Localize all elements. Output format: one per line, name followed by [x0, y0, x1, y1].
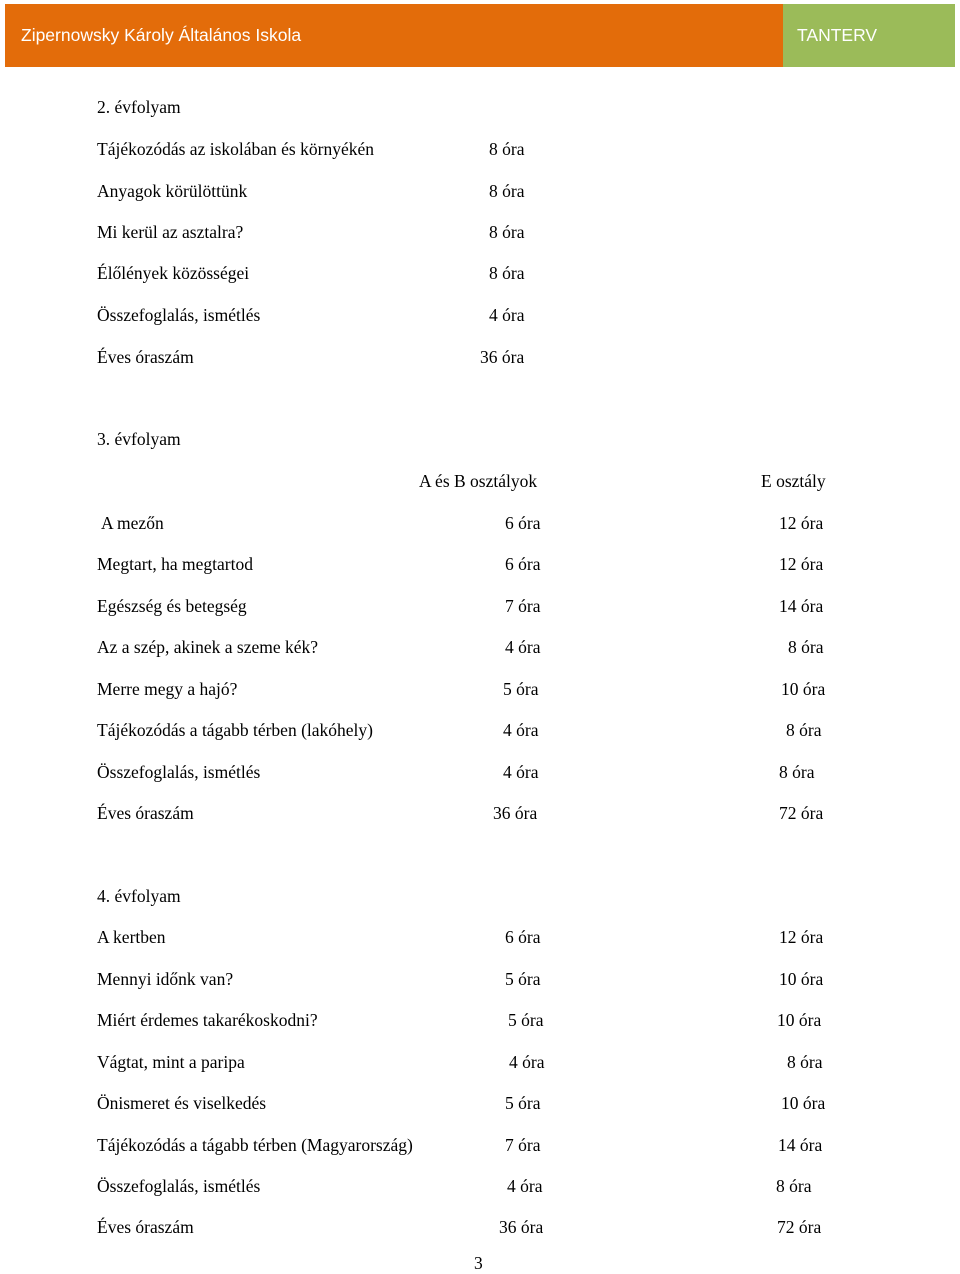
ab-hours-cell: 36 óra	[493, 803, 538, 823]
hours-cell: 8 óra	[489, 263, 525, 283]
ab-hours-cell: 6 óra	[505, 927, 541, 947]
document-label: TANTERV	[783, 4, 955, 67]
hours-cell: 8 óra	[489, 139, 525, 159]
table-row	[0, 636, 960, 658]
hours-cell: 8 óra	[489, 222, 525, 242]
topic-cell: Önismeret és viselkedés	[97, 1093, 267, 1113]
column-header-row	[0, 470, 960, 492]
e-hours-cell: 12 óra	[779, 513, 824, 533]
e-hours-cell: 10 óra	[781, 679, 826, 699]
e-hours-cell: 10 óra	[781, 1093, 826, 1113]
table-row	[0, 1216, 960, 1238]
table-row	[0, 262, 960, 284]
hours-cell: 8 óra	[489, 181, 525, 201]
topic-cell: Összefoglalás, ismétlés	[97, 1176, 261, 1196]
e-hours-cell: 10 óra	[777, 1010, 822, 1030]
grade2-title-line	[0, 96, 960, 118]
table-row	[0, 221, 960, 243]
topic-cell: Éves óraszám	[97, 803, 194, 823]
table-row	[0, 595, 960, 617]
topic-cell: Vágtat, mint a paripa	[97, 1052, 245, 1072]
column-header-e: E osztály	[761, 471, 826, 491]
hours-cell: 4 óra	[489, 305, 525, 325]
topic-cell: A kertben	[97, 927, 166, 947]
column-header-ab: A és B osztályok	[419, 471, 538, 491]
table-row	[0, 719, 960, 741]
e-hours-cell: 8 óra	[776, 1176, 812, 1196]
topic-cell: Éves óraszám	[97, 1217, 194, 1237]
table-row	[0, 802, 960, 824]
topic-cell: Élőlények közösségei	[97, 263, 250, 283]
table-row	[0, 1092, 960, 1114]
page-header	[5, 4, 955, 67]
e-hours-cell: 10 óra	[779, 969, 824, 989]
e-hours-cell: 8 óra	[787, 1052, 823, 1072]
e-hours-cell: 8 óra	[779, 762, 815, 782]
topic-cell: Anyagok körülöttünk	[97, 181, 248, 201]
ab-hours-cell: 36 óra	[499, 1217, 544, 1237]
ab-hours-cell: 4 óra	[509, 1052, 545, 1072]
topic-cell: Összefoglalás, ismétlés	[97, 762, 261, 782]
table-row	[0, 761, 960, 783]
ab-hours-cell: 4 óra	[507, 1176, 543, 1196]
topic-cell: Tájékozódás az iskolában és környékén	[97, 139, 374, 159]
topic-cell: Egészség és betegség	[97, 596, 247, 616]
topic-cell: Tájékozódás a tágabb térben (Magyarország)	[97, 1135, 413, 1155]
topic-cell: Mennyi időnk van?	[97, 969, 234, 989]
grade2-title: 2. évfolyam	[97, 97, 181, 117]
ab-hours-cell: 5 óra	[505, 969, 541, 989]
topic-cell: Tájékozódás a tágabb térben (lakóhely)	[97, 720, 373, 740]
grade4-title: 4. évfolyam	[97, 886, 181, 906]
table-row	[0, 926, 960, 948]
topic-cell: Megtart, ha megtartod	[97, 554, 253, 574]
table-row	[0, 1175, 960, 1197]
ab-hours-cell: 5 óra	[505, 1093, 541, 1113]
grade4-title-line	[0, 885, 960, 907]
table-row	[0, 180, 960, 202]
table-row	[0, 1134, 960, 1156]
e-hours-cell: 12 óra	[779, 554, 824, 574]
e-hours-cell: 8 óra	[788, 637, 824, 657]
hours-cell: 36 óra	[480, 347, 525, 367]
page-number: 3	[474, 1253, 483, 1273]
table-row	[0, 968, 960, 990]
ab-hours-cell: 6 óra	[505, 513, 541, 533]
table-row	[0, 512, 960, 534]
ab-hours-cell: 4 óra	[503, 720, 539, 740]
table-row	[0, 553, 960, 575]
e-hours-cell: 14 óra	[778, 1135, 823, 1155]
table-row	[0, 678, 960, 700]
grade3-title: 3. évfolyam	[97, 429, 181, 449]
topic-cell: Miért érdemes takarékoskodni?	[97, 1010, 318, 1030]
school-name: Zipernowsky Károly Általános Iskola	[5, 4, 783, 67]
ab-hours-cell: 5 óra	[503, 679, 539, 699]
topic-cell: Összefoglalás, ismétlés	[97, 305, 261, 325]
ab-hours-cell: 6 óra	[505, 554, 541, 574]
e-hours-cell: 8 óra	[786, 720, 822, 740]
ab-hours-cell: 7 óra	[505, 1135, 541, 1155]
grade3-title-line	[0, 428, 960, 450]
table-row	[0, 1051, 960, 1073]
topic-cell: Éves óraszám	[97, 347, 194, 367]
ab-hours-cell: 7 óra	[505, 596, 541, 616]
topic-cell: Merre megy a hajó?	[97, 679, 238, 699]
table-row	[0, 138, 960, 160]
e-hours-cell: 72 óra	[779, 803, 824, 823]
ab-hours-cell: 4 óra	[505, 637, 541, 657]
ab-hours-cell: 4 óra	[503, 762, 539, 782]
table-row	[0, 304, 960, 326]
topic-cell: Az a szép, akinek a szeme kék?	[97, 637, 319, 657]
table-row	[0, 346, 960, 368]
topic-cell: A mezőn	[101, 513, 164, 533]
e-hours-cell: 72 óra	[777, 1217, 822, 1237]
e-hours-cell: 14 óra	[779, 596, 824, 616]
e-hours-cell: 12 óra	[779, 927, 824, 947]
ab-hours-cell: 5 óra	[508, 1010, 544, 1030]
table-row	[0, 1009, 960, 1031]
topic-cell: Mi kerül az asztalra?	[97, 222, 244, 242]
